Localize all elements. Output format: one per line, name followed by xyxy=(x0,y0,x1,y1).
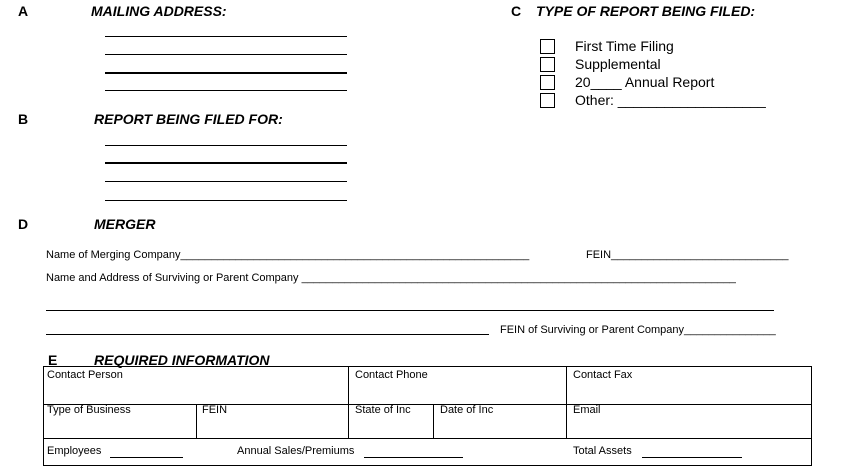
email-field[interactable]: Email xyxy=(573,404,601,416)
total-assets-line[interactable] xyxy=(642,457,742,458)
checkbox-supplemental[interactable] xyxy=(540,57,555,72)
surviving-company-field[interactable]: Name and Address of Surviving or Parent Company _______________________________________________________________________ xyxy=(46,272,736,284)
section-b-title: REPORT BEING FILED FOR: xyxy=(94,111,283,127)
employees-line[interactable] xyxy=(110,457,183,458)
contact-phone-field[interactable]: Contact Phone xyxy=(355,369,428,381)
total-assets-label: Total Assets xyxy=(573,445,632,457)
contact-fax-field[interactable]: Contact Fax xyxy=(573,369,633,381)
table-col-divider xyxy=(348,366,349,404)
merging-company-field[interactable]: Name of Merging Company_________________________________________________________ xyxy=(46,249,530,261)
checkbox-annual-report[interactable] xyxy=(540,75,555,90)
table-col-divider xyxy=(348,404,349,438)
table-row-divider-1 xyxy=(43,404,812,405)
section-e-letter: E xyxy=(48,352,58,368)
surviving-address-line-2[interactable] xyxy=(46,334,489,335)
option-other: Other: ___________________ xyxy=(575,92,766,108)
table-col-divider xyxy=(196,404,197,438)
table-col-divider xyxy=(566,366,567,438)
mailing-address-line-4[interactable] xyxy=(105,90,347,91)
section-b-letter: B xyxy=(18,111,29,127)
merging-fein-field[interactable]: FEIN_____________________________ xyxy=(586,249,789,261)
annual-sales-line[interactable] xyxy=(364,457,463,458)
section-e-title: REQUIRED INFORMATION xyxy=(94,352,270,368)
report-for-line-3[interactable] xyxy=(105,181,347,182)
section-d-letter: D xyxy=(18,216,29,232)
table-col-divider xyxy=(433,404,434,438)
mailing-address-line-1[interactable] xyxy=(105,36,347,37)
surviving-fein-field[interactable]: FEIN of Surviving or Parent Company_______________ xyxy=(500,324,776,336)
section-c-letter: C xyxy=(511,3,522,19)
fein-field[interactable]: FEIN xyxy=(202,404,228,416)
type-of-business-field[interactable]: Type of Business xyxy=(47,404,131,416)
mailing-address-line-3[interactable] xyxy=(105,72,347,74)
report-for-line-2[interactable] xyxy=(105,162,347,164)
section-a-letter: A xyxy=(18,3,29,19)
annual-sales-label: Annual Sales/Premiums xyxy=(237,445,355,457)
option-first-time-filing: First Time Filing xyxy=(575,38,674,54)
mailing-address-line-2[interactable] xyxy=(105,54,347,55)
surviving-address-line-1[interactable] xyxy=(46,310,774,311)
option-annual-report: 20____ Annual Report xyxy=(575,74,715,90)
checkbox-other[interactable] xyxy=(540,93,555,108)
report-for-line-4[interactable] xyxy=(105,200,347,201)
option-supplemental: Supplemental xyxy=(575,56,661,72)
table-row-divider-2 xyxy=(43,438,812,439)
section-a-title: MAILING ADDRESS: xyxy=(91,3,227,19)
required-info-table xyxy=(43,366,812,466)
checkbox-first-time-filing[interactable] xyxy=(540,39,555,54)
section-d-title: MERGER xyxy=(94,216,156,232)
state-of-inc-field[interactable]: State of Inc xyxy=(355,404,411,416)
contact-person-field[interactable]: Contact Person xyxy=(47,369,123,381)
date-of-inc-field[interactable]: Date of Inc xyxy=(440,404,494,416)
employees-label: Employees xyxy=(47,445,102,457)
report-for-line-1[interactable] xyxy=(105,145,347,146)
section-c-title: TYPE OF REPORT BEING FILED: xyxy=(536,3,756,19)
